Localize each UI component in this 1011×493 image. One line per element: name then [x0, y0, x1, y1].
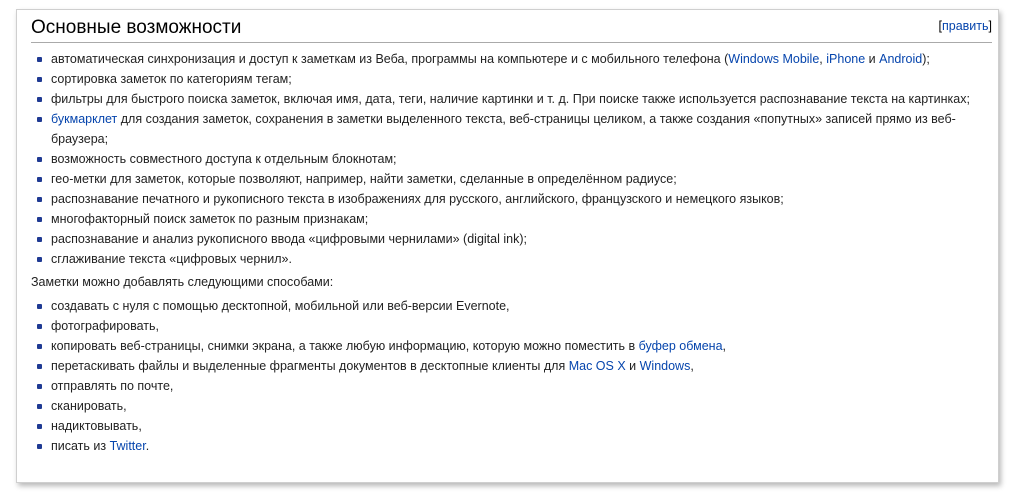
way-item: [51, 336, 988, 356]
ways-list: [31, 296, 988, 456]
section-content: [31, 49, 988, 456]
feature-item: [51, 209, 988, 229]
feature-item: [51, 189, 988, 209]
item-text: и: [865, 52, 880, 66]
item-text: распознавание и анализ рукописного ввода «цифровыми чернилами» (digital ink);: [51, 232, 527, 246]
edit-link[interactable]: править: [941, 19, 989, 33]
link-букмарклет[interactable]: букмарклет: [51, 112, 118, 126]
link-windows[interactable]: Windows: [639, 359, 691, 373]
way-item: [51, 296, 988, 316]
edit-section: [938, 19, 992, 33]
item-text: надиктовывать,: [51, 419, 142, 433]
item-text: сортировка заметок по категориям тегам;: [51, 72, 292, 86]
feature-item: [51, 249, 988, 269]
item-text: перетаскивать файлы и выделенные фрагменты документов в десктопные клиенты для: [51, 359, 569, 373]
article-section-frame: [16, 9, 999, 483]
way-item: [51, 396, 988, 416]
item-text: автоматическая синхронизация и доступ к заметкам из Веба, программы на компьютере и с мобильного телефона (: [51, 52, 729, 66]
link-iphone[interactable]: iPhone: [826, 52, 866, 66]
item-text: копировать веб-страницы, снимки экрана, а также любую информацию, которую можно поместить в: [51, 339, 639, 353]
feature-item: [51, 169, 988, 189]
item-text: писать из: [51, 439, 110, 453]
way-item: [51, 356, 988, 376]
item-text: возможность совместного доступа к отдельным блокнотам;: [51, 152, 397, 166]
item-text: распознавание печатного и рукописного текста в изображениях для русского, английского, французского и немецкого языков;: [51, 192, 784, 206]
item-text: сглаживание текста «цифровых чернил».: [51, 252, 292, 266]
item-text: ,: [722, 339, 727, 353]
section-title: Основные возможности: [31, 17, 242, 38]
feature-item: [51, 49, 988, 69]
item-text: фотографировать,: [51, 319, 160, 333]
item-text: ,: [819, 52, 827, 66]
link-android[interactable]: Android: [879, 52, 923, 66]
feature-item: [51, 109, 988, 149]
item-text: ,: [690, 359, 694, 373]
way-item: [51, 316, 988, 336]
item-text: создавать с нуля с помощью десктопной, мобильной или веб-версии Evernote,: [51, 299, 510, 313]
item-text: для создания заметок, сохранения в заметки выделенного текста, веб-страницы целиком, а также создания «попутных» записей прямо из веб-браузера;: [51, 112, 956, 146]
item-text: многофакторный поиск заметок по разным признакам;: [51, 212, 369, 226]
item-text: .: [145, 439, 150, 453]
way-item: [51, 416, 988, 436]
feature-item: [51, 89, 988, 109]
link-mac-os-x[interactable]: Mac OS X: [568, 359, 626, 373]
item-text: сканировать,: [51, 399, 127, 413]
way-item: [51, 436, 988, 456]
feature-item: [51, 149, 988, 169]
way-item: [51, 376, 988, 396]
features-list: [31, 49, 988, 269]
item-text: и: [625, 359, 640, 373]
item-text: фильтры для быстрого поиска заметок, включая имя, дата, теги, наличие картинки и т. д. При поиске также используется распознавание текста на картинках;: [51, 92, 970, 106]
edit-bracket-open: [: [938, 19, 942, 33]
link-windows-mobile[interactable]: Windows Mobile: [728, 52, 820, 66]
edit-bracket-close: ]: [988, 19, 992, 33]
item-text: отправлять по почте,: [51, 379, 174, 393]
link-буфер-обмена[interactable]: буфер обмена: [638, 339, 723, 353]
link-twitter[interactable]: Twitter: [109, 439, 146, 453]
item-text: );: [922, 52, 930, 66]
item-text: гео-метки для заметок, которые позволяют, например, найти заметки, сделанные в определённом радиусе;: [51, 172, 677, 186]
section-heading: [31, 14, 992, 43]
ways-intro: Заметки можно добавлять следующими способами:: [31, 275, 334, 289]
feature-item: [51, 229, 988, 249]
feature-item: [51, 69, 988, 89]
